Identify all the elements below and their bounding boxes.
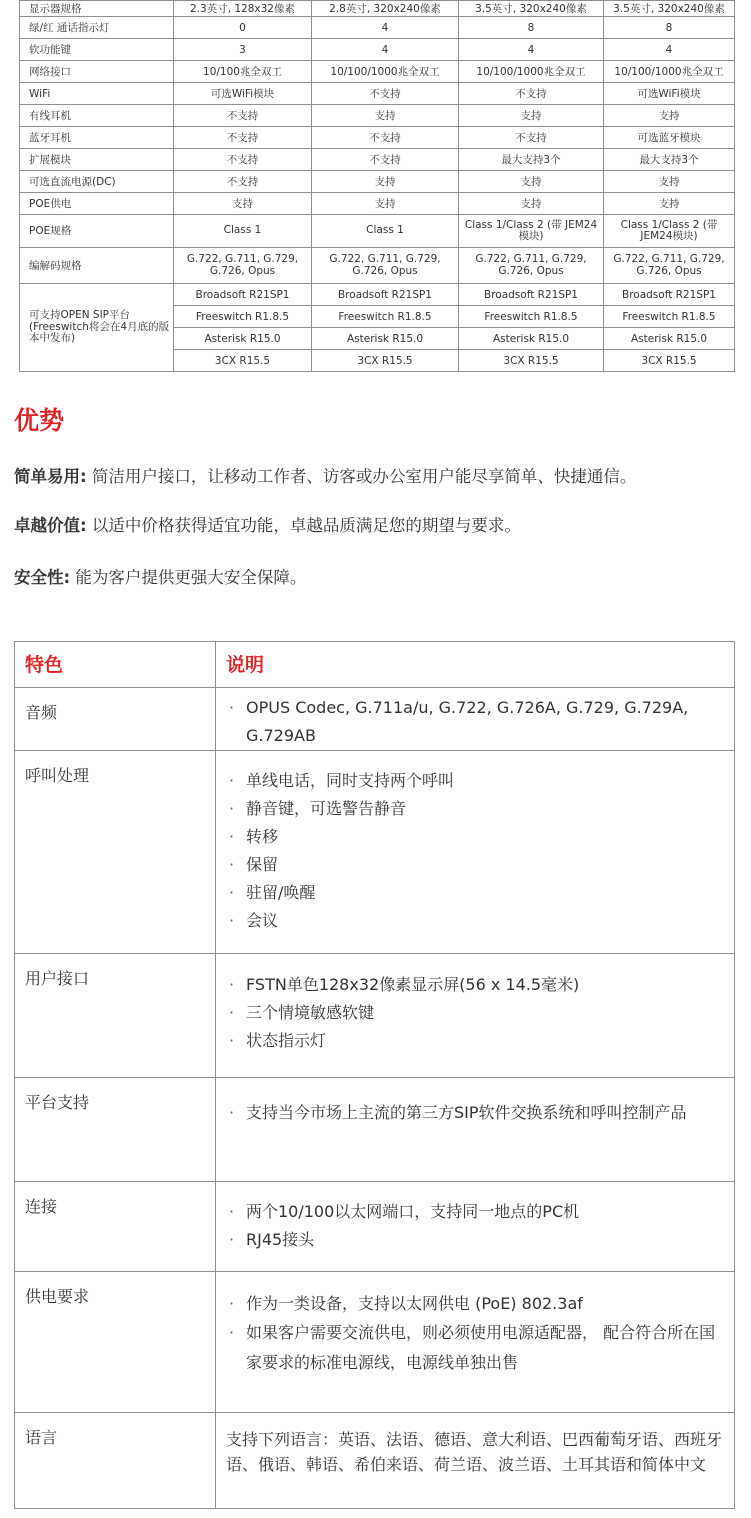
cell: 8 xyxy=(459,17,604,39)
cell: 支持 xyxy=(312,105,459,127)
table-row xyxy=(20,83,735,105)
list-item: · FSTN单色128x32像素显示屏(56 x 14.5毫米) xyxy=(226,971,724,999)
header-feature: 特色 xyxy=(15,642,216,688)
language-list: 支持下列语言：英语、法语、德语、意大利语、巴西葡萄牙语、西班牙语、俄语、韩语、希伯来语、荷兰语、波兰语、土耳其语和简体中文 xyxy=(226,1430,723,1474)
cell: 支持 xyxy=(604,171,735,193)
cell: 可选WiFi模块 xyxy=(604,83,735,105)
feature-desc xyxy=(216,1078,735,1182)
cell: Asterisk R15.0 xyxy=(174,328,312,350)
advantage-term: 安全性: xyxy=(14,568,71,587)
cell: Freeswitch R1.8.5 xyxy=(174,306,312,328)
cell: 不支持 xyxy=(174,171,312,193)
cell: 3.5英寸, 320x240像素 xyxy=(459,1,604,17)
cell: Freeswitch R1.8.5 xyxy=(604,306,735,328)
feature-name: 音频 xyxy=(15,688,216,751)
cell: 不支持 xyxy=(174,105,312,127)
table-row xyxy=(15,1413,735,1509)
cell: Class 1 xyxy=(312,215,459,248)
cell: 最大支持3个 xyxy=(604,149,735,171)
feature-desc xyxy=(216,1413,735,1509)
spec-comparison-table xyxy=(19,0,735,372)
advantage-term: 简单易用: xyxy=(14,467,87,486)
table-row xyxy=(20,171,735,193)
cell: 支持 xyxy=(174,193,312,215)
row-label: 编解码规格 xyxy=(20,248,174,284)
row-label: 扩展模块 xyxy=(20,149,174,171)
row-label: WiFi xyxy=(20,83,174,105)
cell: 最大支持3个 xyxy=(459,149,604,171)
cell: G.722, G.711, G.729, G.726, Opus xyxy=(174,248,312,284)
cell: 3CX R15.5 xyxy=(174,350,312,372)
cell: 4 xyxy=(459,39,604,61)
sip-platform-label: 可支持OPEN SIP平台 (Freeswitch将会在4月底的版本中发布) xyxy=(20,284,174,372)
table-row xyxy=(20,193,735,215)
table-row xyxy=(20,17,735,39)
cell: 2.8英寸, 320x240像素 xyxy=(312,1,459,17)
cell: 4 xyxy=(604,39,735,61)
cell: 不支持 xyxy=(312,83,459,105)
list-item: · 三个情境敏感软键 xyxy=(226,999,724,1027)
table-row xyxy=(20,149,735,171)
cell: Broadsoft R21SP1 xyxy=(174,284,312,306)
list-item: · 两个10/100以太网端口，支持同一地点的PC机 xyxy=(226,1198,724,1226)
feature-name: 语言 xyxy=(15,1413,216,1509)
cell: Freeswitch R1.8.5 xyxy=(459,306,604,328)
cell: 3 xyxy=(174,39,312,61)
list-item: · 单线电话，同时支持两个呼叫 xyxy=(226,767,724,795)
feature-name: 供电要求 xyxy=(15,1272,216,1413)
cell: Asterisk R15.0 xyxy=(312,328,459,350)
cell: G.722, G.711, G.729, G.726, Opus xyxy=(604,248,735,284)
cell: 可选WiFi模块 xyxy=(174,83,312,105)
feature-name: 用户接口 xyxy=(15,954,216,1078)
cell: 3CX R15.5 xyxy=(604,350,735,372)
advantage-text: 以适中价格获得适宜功能，卓越品质满足您的期望与要求。 xyxy=(86,516,521,535)
cell: Broadsoft R21SP1 xyxy=(312,284,459,306)
cell: 不支持 xyxy=(459,83,604,105)
list-item: · 保留 xyxy=(226,851,724,879)
table-row xyxy=(15,1272,735,1413)
advantage-item xyxy=(14,465,636,489)
list-item: · RJ45接头 xyxy=(226,1226,724,1254)
feature-desc xyxy=(216,954,735,1078)
cell: Freeswitch R1.8.5 xyxy=(312,306,459,328)
cell: Broadsoft R21SP1 xyxy=(604,284,735,306)
table-row xyxy=(15,1078,735,1182)
cell: 支持 xyxy=(459,171,604,193)
row-label: 有线耳机 xyxy=(20,105,174,127)
table-row xyxy=(15,688,735,751)
cell: 支持 xyxy=(312,171,459,193)
table-row xyxy=(15,954,735,1078)
feature-desc xyxy=(216,1272,735,1413)
cell: Broadsoft R21SP1 xyxy=(459,284,604,306)
cell: 10/100/1000兆全双工 xyxy=(312,61,459,83)
cell: G.722, G.711, G.729, G.726, Opus xyxy=(312,248,459,284)
list-item: · 作为一类设备，支持以太网供电 (PoE) 802.3af xyxy=(226,1290,724,1318)
list-item: · OPUS Codec, G.711a/u, G.722, G.726A, G.729, G.729A, G.729AB xyxy=(226,694,724,750)
cell: 8 xyxy=(604,17,735,39)
features-header-row xyxy=(15,642,735,688)
cell: Class 1/Class 2 (带 JEM24模块) xyxy=(459,215,604,248)
list-item: · 支持当今市场上主流的第三方SIP软件交换系统和呼叫控制产品 xyxy=(226,1096,724,1130)
header-description: 说明 xyxy=(216,642,735,688)
cell: 10/100兆全双工 xyxy=(174,61,312,83)
table-row xyxy=(15,751,735,954)
cell: 10/100/1000兆全双工 xyxy=(604,61,735,83)
list-item: · 如果客户需要交流供电，则必须使用电源适配器， 配合符合所在国家要求的标准电源线，电源线单独出售 xyxy=(226,1318,724,1378)
cell: Class 1 xyxy=(174,215,312,248)
row-label: POE供电 xyxy=(20,193,174,215)
cell: 支持 xyxy=(459,105,604,127)
advantage-term: 卓越价值: xyxy=(14,516,87,535)
cell: 不支持 xyxy=(312,149,459,171)
advantage-item xyxy=(14,566,306,590)
cell: 不支持 xyxy=(174,149,312,171)
list-item: · 驻留/唤醒 xyxy=(226,879,724,907)
cell: 不支持 xyxy=(174,127,312,149)
cell: Asterisk R15.0 xyxy=(459,328,604,350)
advantage-text: 简洁用户接口，让移动工作者、访客或办公室用户能尽享简单、快捷通信。 xyxy=(86,467,637,486)
cell: 3CX R15.5 xyxy=(459,350,604,372)
cell: 支持 xyxy=(312,193,459,215)
cell: 不支持 xyxy=(312,127,459,149)
cell: 2.3英寸, 128x32像素 xyxy=(174,1,312,17)
table-row xyxy=(20,248,735,284)
row-label: 绿/红 通话指示灯 xyxy=(20,17,174,39)
cell: 4 xyxy=(312,39,459,61)
feature-name: 平台支持 xyxy=(15,1078,216,1182)
cell: 可选蓝牙模块 xyxy=(604,127,735,149)
feature-desc xyxy=(216,1182,735,1272)
feature-desc xyxy=(216,688,735,751)
row-label: 软功能键 xyxy=(20,39,174,61)
advantages-title: 优势 xyxy=(14,406,65,435)
feature-name: 呼叫处理 xyxy=(15,751,216,954)
list-item: · 静音键，可选警告静音 xyxy=(226,795,724,823)
list-item: · 转移 xyxy=(226,823,724,851)
table-row xyxy=(20,61,735,83)
features-table xyxy=(14,641,735,1509)
row-label: 网络接口 xyxy=(20,61,174,83)
table-row xyxy=(20,284,735,306)
cell: 3.5英寸, 320x240像素 xyxy=(604,1,735,17)
cell: 3CX R15.5 xyxy=(312,350,459,372)
row-label: POE规格 xyxy=(20,215,174,248)
list-item: · 状态指示灯 xyxy=(226,1027,724,1055)
cell: G.722, G.711, G.729, G.726, Opus xyxy=(459,248,604,284)
cell: 支持 xyxy=(604,105,735,127)
row-label: 显示器规格 xyxy=(20,1,174,17)
cell: 0 xyxy=(174,17,312,39)
feature-desc xyxy=(216,751,735,954)
cell: 支持 xyxy=(459,193,604,215)
table-row xyxy=(20,127,735,149)
cell: Asterisk R15.0 xyxy=(604,328,735,350)
table-row xyxy=(20,215,735,248)
table-row xyxy=(15,1182,735,1272)
list-item: · 会议 xyxy=(226,907,724,935)
table-row xyxy=(20,105,735,127)
advantage-text: 能为客户提供更强大安全保障。 xyxy=(70,568,307,587)
row-label: 可选直流电源(DC) xyxy=(20,171,174,193)
row-label: 蓝牙耳机 xyxy=(20,127,174,149)
cell: 支持 xyxy=(604,193,735,215)
table-row xyxy=(20,39,735,61)
cell: 10/100/1000兆全双工 xyxy=(459,61,604,83)
cell: 不支持 xyxy=(459,127,604,149)
cell: Class 1/Class 2 (带 JEM24模块) xyxy=(604,215,735,248)
cell: 4 xyxy=(312,17,459,39)
advantage-item xyxy=(14,514,521,538)
feature-name: 连接 xyxy=(15,1182,216,1272)
table-row xyxy=(20,1,735,17)
